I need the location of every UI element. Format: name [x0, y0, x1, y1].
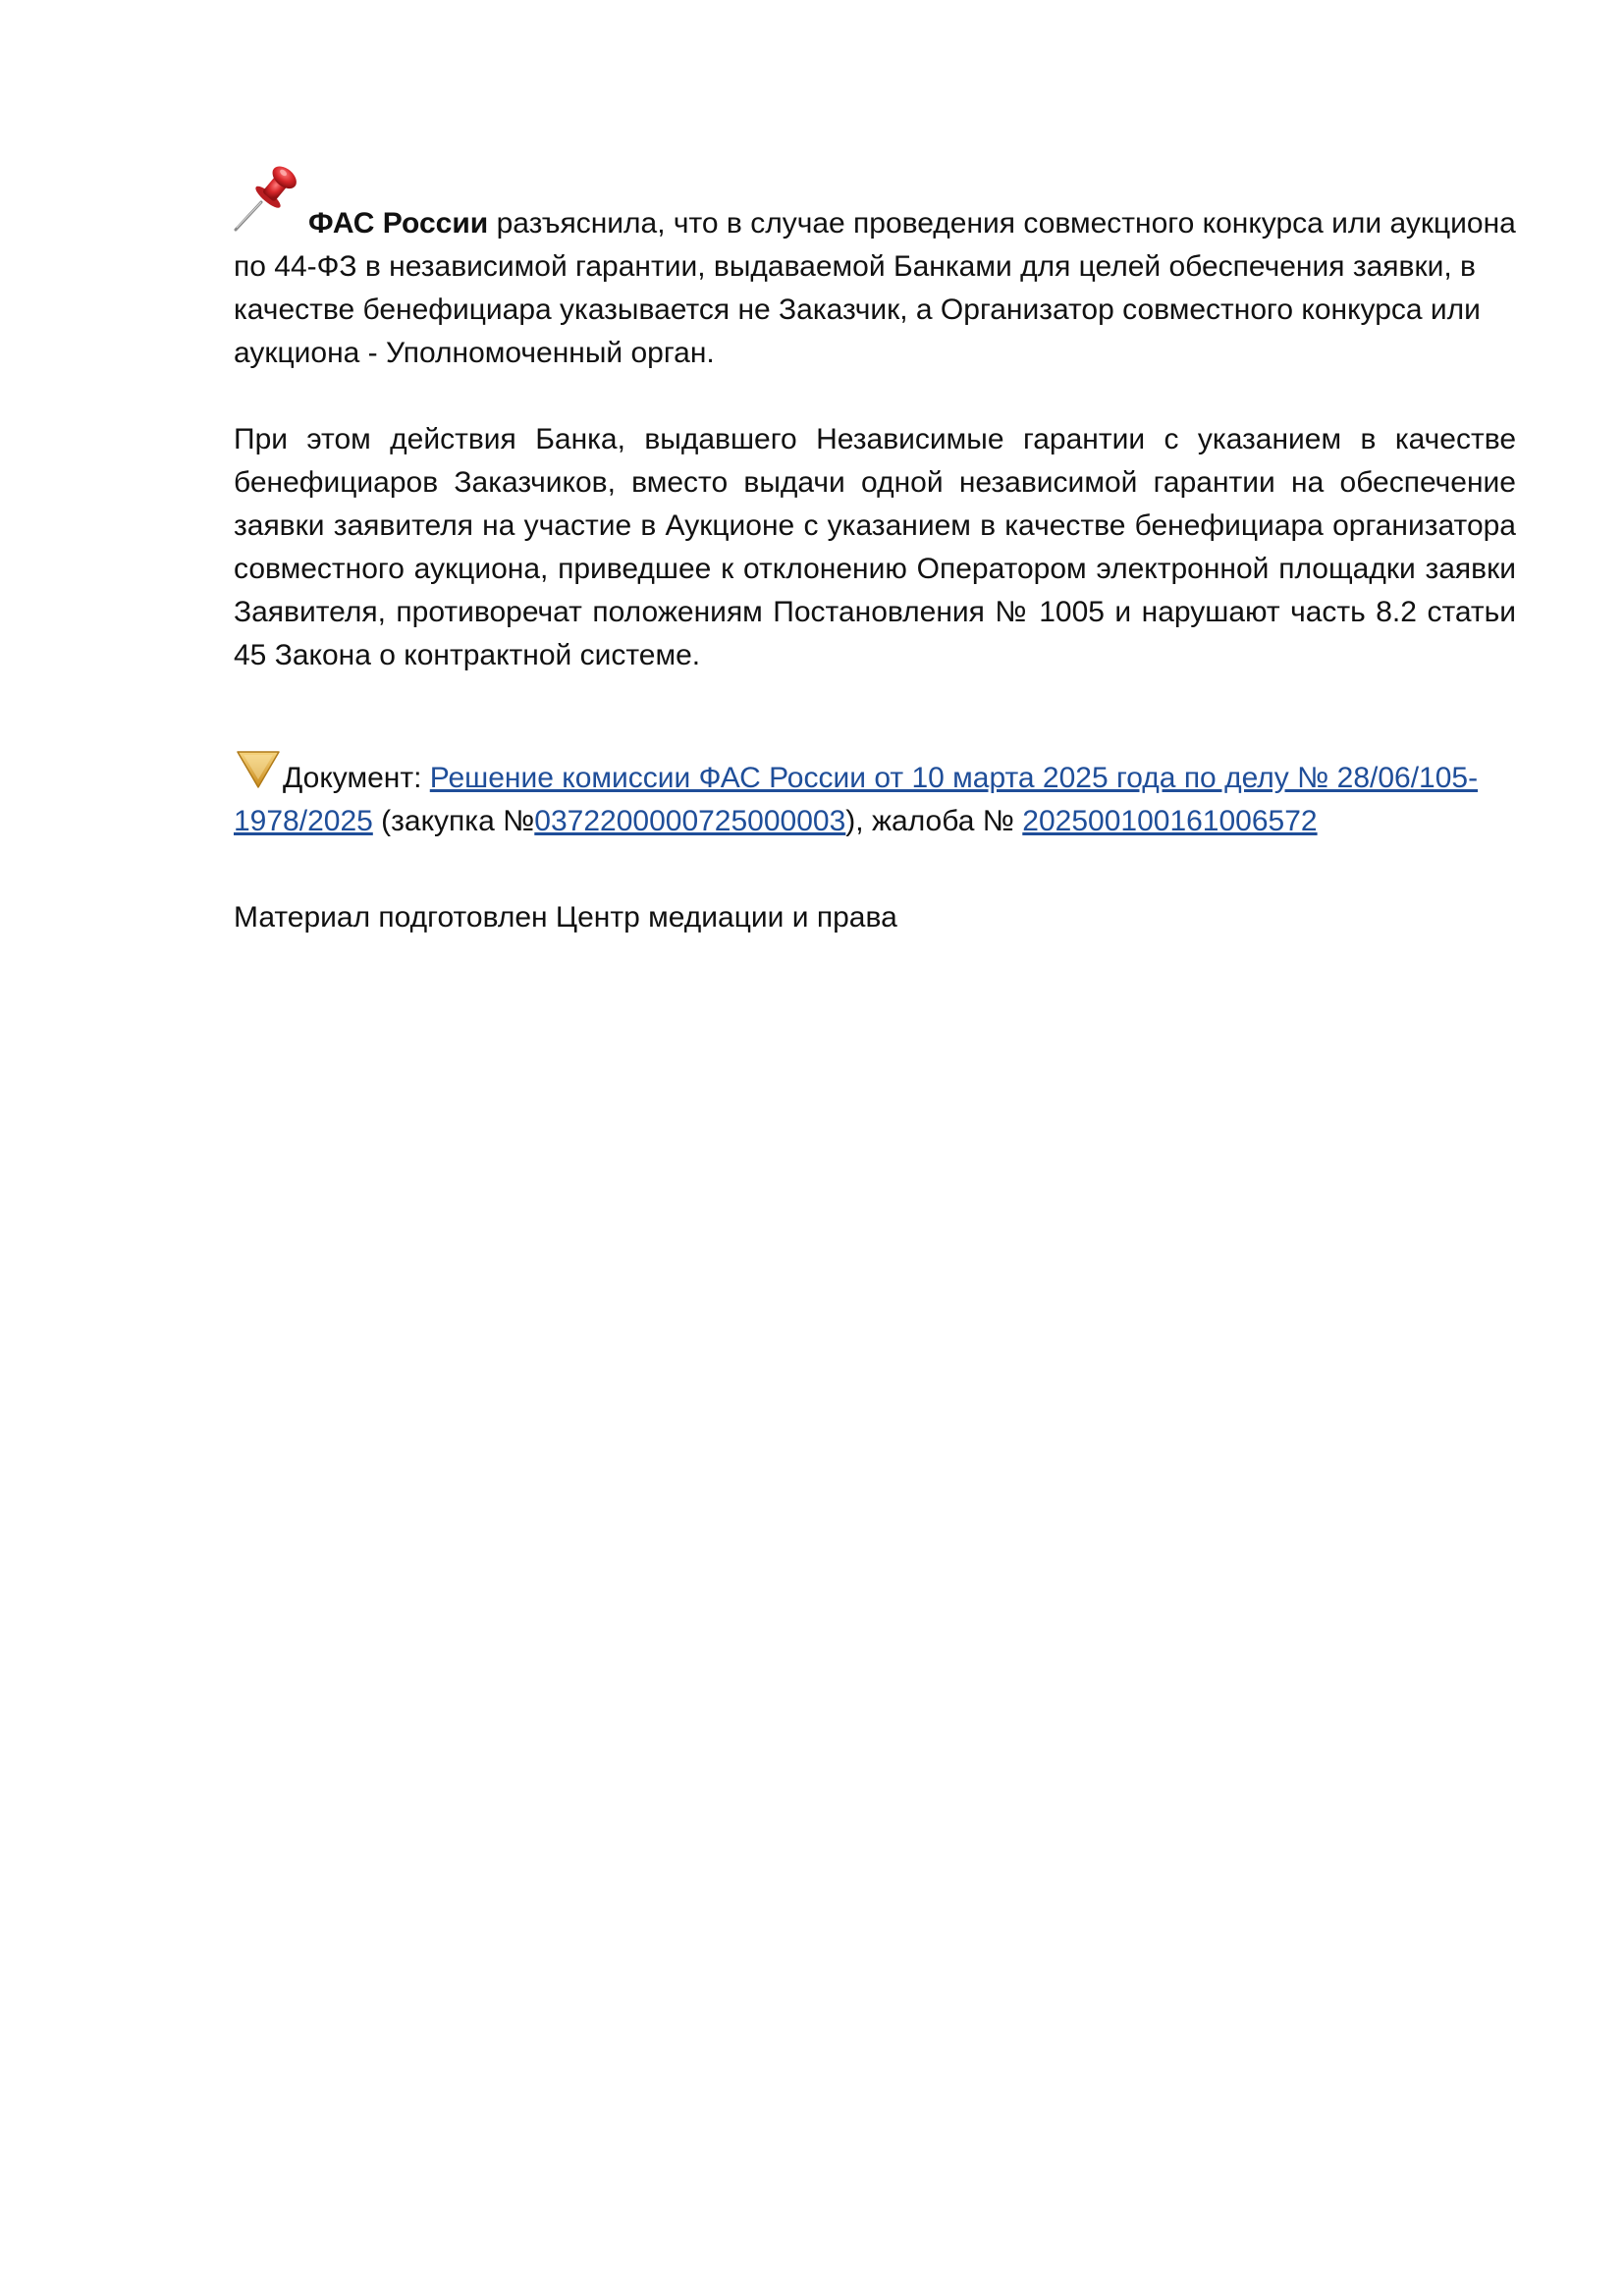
- org-name: ФАС России: [308, 207, 489, 240]
- body-paragraph: [234, 418, 1516, 677]
- complaint-link[interactable]: 202500100161006572: [1022, 805, 1318, 837]
- document-page: [234, 147, 1516, 939]
- purchase-prefix: (закупка №: [372, 805, 535, 837]
- purchase-link[interactable]: 0372200000725000003: [534, 805, 846, 837]
- decision-link[interactable]: Решение комиссии ФАС России от 10 марта 2025 года по делу № 28/06/105-1978/2025: [234, 762, 1479, 837]
- intro-text-block: [234, 147, 1516, 375]
- body-paragraph-text: При этом действия Банка, выдавшего Независимые гарантии с указанием в качестве бенефициаров Заказчиков, вместо выдачи одной независимой гарантии на обеспечение заявки заявителя на участие в Аукционе с указанием в качестве бенефициара организатора совместного аукциона, приведшее к отклонению Оператором электронной площадки заявки Заявителя, противоречат положениям Постановления № 1005 и нарушают часть 8.2 статьи 45 Закона о контрактной системе.: [234, 423, 1516, 671]
- intro-text: разъяснила, что в случае проведения совместного конкурса или аукциона по 44-ФЗ в независимой гарантии, выдаваемой Банками для целей обеспечения заявки, в качестве бенефициара указывается не Заказчик, а Организатор совместного конкурса или аукциона - Уполномоченный орган.: [234, 207, 1516, 369]
- document-reference: [234, 746, 1516, 843]
- document-label: Документ:: [283, 762, 430, 794]
- complaint-prefix: ), жалоба №: [845, 805, 1023, 837]
- footer-paragraph: [234, 896, 1516, 939]
- intro-paragraph: [234, 147, 1516, 375]
- footer-text: Материал подготовлен Центр медиации и права: [234, 901, 897, 934]
- document-reference-line: [234, 746, 1516, 843]
- triangle-down-icon: [234, 746, 283, 791]
- pushpin-icon: [232, 157, 308, 234]
